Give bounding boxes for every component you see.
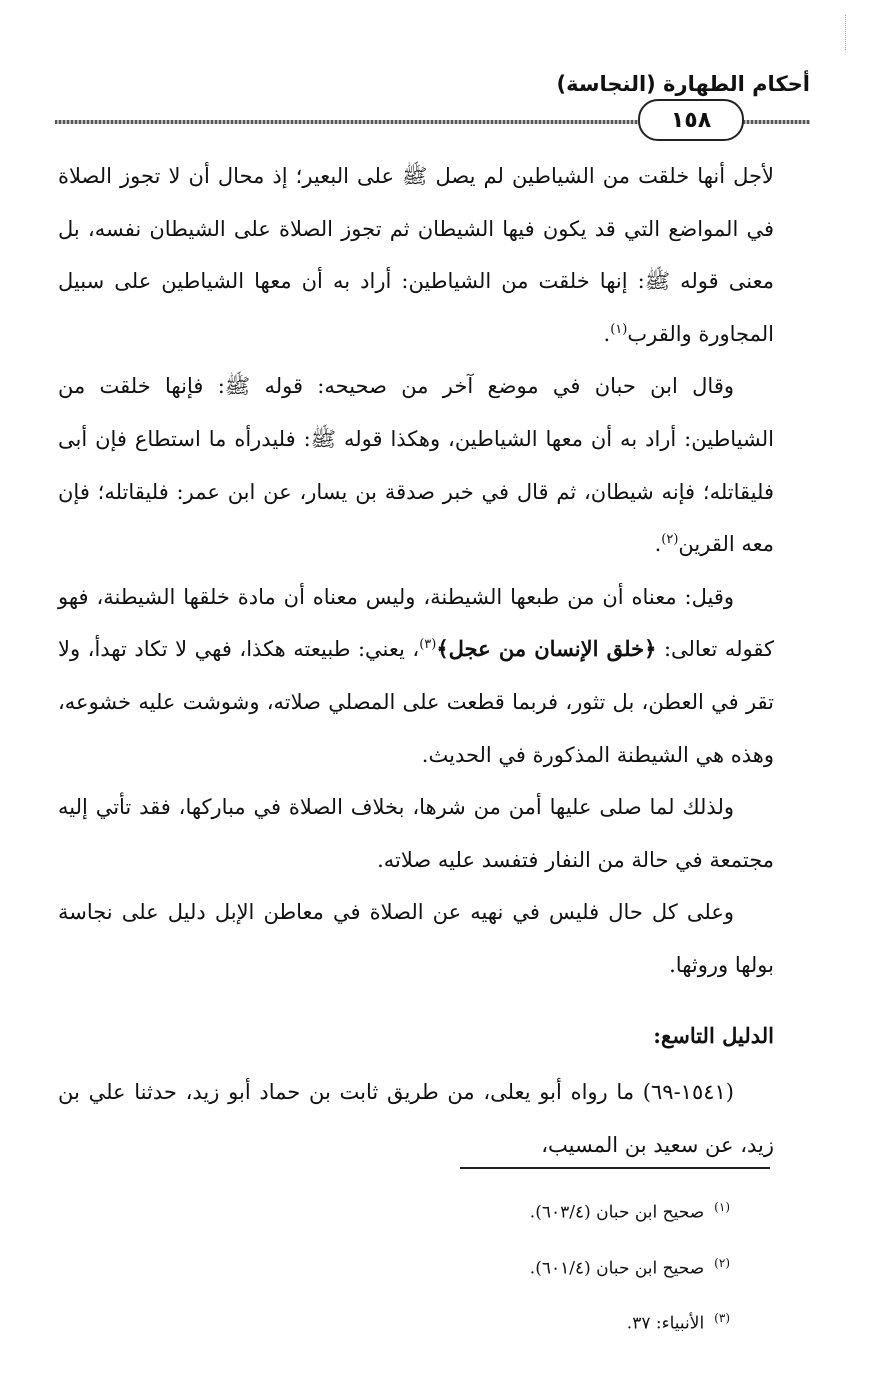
section-heading: الدليل التاسع: xyxy=(653,1022,774,1048)
footnote-1-marker: (١) xyxy=(714,1200,730,1214)
paragraph-3 xyxy=(58,571,774,781)
footnote-ref-1: (١) xyxy=(610,321,628,337)
footnote-1 xyxy=(380,1182,730,1238)
page-edge-mark xyxy=(845,15,848,50)
paragraph-2: وقال ابن حبان في موضع آخر من صحيحه: قوله ﷺ: فإنها خلقت من الشياطين: أراد به أن معها الشياطين، وهكذا قوله ﷺ: فليدرأه ما استطاع فإن أبى فليقاتله؛ فإنه شيطان، ثم قال في خبر صدقة بن يسار، عن ابن عمر: فليقاتله؛ فإن معه القرين$^{(٢)}$. xyxy=(58,374,774,557)
paragraph-1-text: لأجل أنها خلقت من الشياطين لم يصل ﷺ على البعير؛ إذ محال أن لا تجوز الصلاة في المواضع التي قد يكون فيها الشيطان ثم تجوز الصلاة على الشيطان نفسه، بل معنى قوله ﷺ: إنها خلقت من الشياطين: أراد به أن معها الشياطين على سبيل المجاورة والقرب xyxy=(58,164,774,346)
footnote-ref-2: (٢) xyxy=(661,532,679,548)
quran-verse: ﴿خلق الإنسان من عجل﴾ xyxy=(436,636,657,662)
footnotes xyxy=(380,1182,730,1349)
main-text xyxy=(58,150,774,1171)
footnote-ref-3: (٣) xyxy=(419,637,437,653)
footnote-3-marker: (٣) xyxy=(714,1311,730,1326)
running-header xyxy=(55,66,810,136)
paragraph-3-text-before: وقيل: معناه أن من طبعها الشيطنة، وليس معناه أن مادة خلقها الشيطنة، فهو كقوله تعالى: xyxy=(58,584,774,662)
footnote-1-text: صحيح ابن حبان (٦٠٣/٤). xyxy=(529,1202,705,1223)
footnote-separator xyxy=(460,1167,770,1169)
footnote-3 xyxy=(380,1293,730,1349)
paragraph-5: وعلى كل حال فليس في نهيه عن الصلاة في معاطن الإبل دليل على نجاسة بولها وروثها. xyxy=(58,900,774,977)
paragraph-4: ولذلك لما صلى عليها أمن من شرها، بخلاف الصلاة في مباركها، فقد تأتي إليه مجتمعة في حالة من النفار فتفسد عليه صلاته. xyxy=(58,795,774,872)
footnote-2-marker: (٢) xyxy=(714,1255,730,1270)
page-number-badge xyxy=(638,99,744,141)
header-title: أحكام الطهارة (النجاسة) xyxy=(556,72,810,96)
paragraph-6: (١٥٤١-٦٩) ما رواه أبو يعلى، من طريق ثابت بن حماد أبو زيد، حدثنا علي بن زيد، عن سعيد بن المسيب، xyxy=(58,1080,774,1157)
footnote-2 xyxy=(380,1238,730,1294)
page-number: ١٥٨ xyxy=(670,107,712,133)
paragraph-1: لأجل أنها خلقت من الشياطين لم يصل ﷺ على البعير؛ إذ محال أن لا تجوز الصلاة في المواضع التي قد يكون فيها الشيطان ثم تجوز الصلاة على الشيطان نفسه، بل معنى قوله ﷺ: إنها خلقت من الشياطين: أراد به أن معها الشياطين على سبيل المجاورة والقرب$^{(١)}$. xyxy=(58,164,774,346)
footnote-3-text: الأنبياء: ٣٧. xyxy=(626,1313,705,1334)
paragraph-3-text-after: ، يعني: طبيعته هكذا، فهي لا تكاد تهدأ، ولا تقر في العطن، بل تثور، فربما قطعت على المصلي صلاته، وشوشت عليه خشوعه، وهذه هي الشيطنة المذكورة في الحديث. xyxy=(58,637,774,767)
paragraph-2-text: وقال ابن حبان في موضع آخر من صحيحه: قوله ﷺ: فإنها خلقت من الشياطين: أراد به أن معها الشياطين، وهكذا قوله ﷺ: فليدرأه ما استطاع فإن أبى فليقاتله؛ فإنه شيطان، ثم قال في خبر صدقة بن يسار، عن ابن عمر: فليقاتله؛ فإن معه القرين xyxy=(58,374,774,557)
footnote-2-text: صحيح ابن حبان (٦٠١/٤). xyxy=(529,1258,705,1279)
